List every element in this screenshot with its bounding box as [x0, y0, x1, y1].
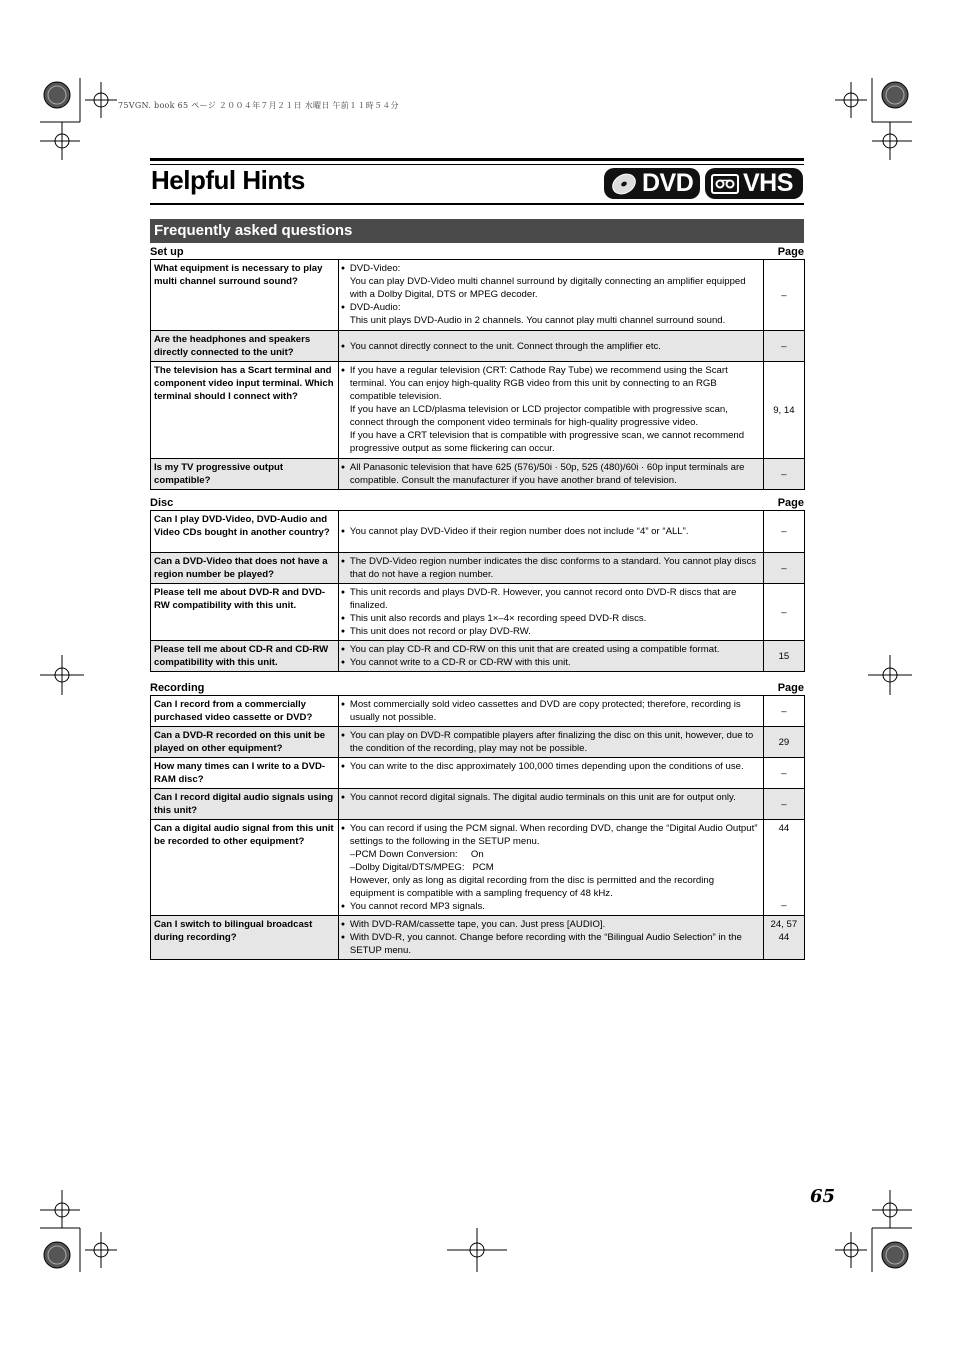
table-row — [151, 820, 805, 916]
answer-line: –Dolby Digital/DTS/MPEG: PCM — [349, 862, 494, 873]
answer — [338, 641, 763, 672]
question: Can I record from a commercially purchased video cassette or DVD? — [151, 696, 339, 727]
dvd-badge-label: DVD — [642, 169, 694, 197]
title-rule-top — [150, 158, 804, 161]
disc-heading: Disc — [150, 497, 174, 509]
question: Can a digital audio signal from this unit be recorded to other equipment? — [151, 820, 339, 916]
page-ref-line: – — [781, 900, 787, 911]
recording-page-label: Page — [777, 682, 804, 694]
table-row — [151, 916, 805, 960]
recording-heading: Recording — [150, 682, 205, 694]
answer — [338, 758, 763, 789]
answer-line: If you have an LCD/plasma television or LCD projector compatible with progressive scan, connect through the component video terminals for high-quality progressive video. — [349, 404, 728, 428]
answer — [338, 584, 763, 641]
page-ref: – — [763, 331, 804, 362]
page-ref — [763, 820, 804, 916]
answer — [338, 260, 763, 331]
page-ref: – — [763, 459, 804, 490]
vhs-badge — [705, 168, 803, 199]
answer-line: ● You cannot directly connect to the unit. Connect through the amplifier etc. — [341, 340, 760, 353]
question: Can a DVD-Video that does not have a region number be played? — [151, 553, 339, 584]
answer-line: ● You can play on DVD-R compatible players after finalizing the disc on this unit, however, due to the condition of the recording, play may not be possible. — [341, 729, 760, 755]
question: How many times can I write to a DVD-RAM disc? — [151, 758, 339, 789]
recording-table — [150, 695, 805, 960]
page-ref — [763, 916, 804, 960]
answer-line: You can play DVD-Video multi channel surround by digitally connecting an amplifier equipped with a Dolby Digital, DTS or MPEG decoder. — [349, 276, 746, 300]
table-row — [151, 641, 805, 672]
page-ref-line: 44 — [778, 932, 790, 943]
answer-line: ● DVD-Video: — [341, 262, 760, 275]
recording-heading-row — [150, 682, 804, 694]
answer-line: ● Most commercially sold video cassettes and DVD are copy protected; therefore, recording is usually not possible. — [341, 698, 760, 724]
answer-line: If you have a CRT television that is compatible with progressive scan, we cannot recommend progressive output as some flickering can occur. — [349, 430, 745, 454]
cassette-icon — [711, 173, 739, 195]
answer-line: However, only as long as digital recording from the disc is permitted and the recording equipment is compatible with a sampling frequency of 48 kHz. — [349, 875, 715, 899]
table-row — [151, 584, 805, 641]
answer-line: ● All Panasonic television that have 625 (576)/50i · 50p, 525 (480)/60i · 60p input terminals are compatible. Consult the manufacturer if you have another brand of television. — [341, 461, 760, 487]
question: Can I play DVD-Video, DVD-Audio and Video CDs bought in another country? — [151, 511, 339, 553]
disc-heading-row — [150, 497, 804, 509]
table-row — [151, 758, 805, 789]
table-row — [151, 362, 805, 459]
answer-line: ● If you have a regular television (CRT: Cathode Ray Tube) we recommend using the Scart terminal. You can enjoy high-quality RGB video from this unit by connecting to an RGB compatible television. — [341, 364, 760, 403]
disc-table — [150, 510, 805, 672]
setup-heading-row — [150, 246, 804, 258]
answer — [338, 362, 763, 459]
answer-line: ● You cannot record digital signals. The digital audio terminals on this unit are for output only. — [341, 791, 760, 804]
answer-line: ● This unit does not record or play DVD-RW. — [341, 625, 760, 638]
answer — [338, 820, 763, 916]
setup-table — [150, 259, 805, 490]
question: What equipment is necessary to play multi channel surround sound? — [151, 260, 339, 331]
answer — [338, 727, 763, 758]
section-heading: Frequently asked questions — [150, 219, 804, 243]
page-ref: – — [763, 260, 804, 331]
question: Can I record digital audio signals using this unit? — [151, 789, 339, 820]
page-ref-line: 24, 57 — [770, 919, 798, 930]
answer — [338, 696, 763, 727]
page-ref: 29 — [763, 727, 804, 758]
table-row — [151, 553, 805, 584]
print-header-note: 75VGN. book 65 ページ ２００４年７月２１日 水曜日 午前１１時５４分 — [118, 101, 399, 110]
answer-line: ● You cannot record MP3 signals. — [341, 900, 760, 913]
answer-line: ● With DVD-R, you cannot. Change before recording with the “Bilingual Audio Selection” in the SETUP menu. — [341, 931, 760, 957]
disc-page-label: Page — [777, 497, 804, 509]
question: Please tell me about CD-R and CD-RW compatibility with this unit. — [151, 641, 339, 672]
setup-heading: Set up — [150, 246, 184, 258]
page-ref: – — [763, 511, 804, 553]
page-ref: 15 — [763, 641, 804, 672]
table-row — [151, 696, 805, 727]
page-ref: 9, 14 — [763, 362, 804, 459]
question: Please tell me about DVD-R and DVD-RW compatibility with this unit. — [151, 584, 339, 641]
page-number: 65 — [810, 1186, 836, 1207]
answer — [338, 553, 763, 584]
table-row — [151, 727, 805, 758]
answer-line: ● DVD-Audio: — [341, 301, 760, 314]
answer-line: ● With DVD-RAM/cassette tape, you can. Just press [AUDIO]. — [341, 918, 760, 931]
page-ref: – — [763, 696, 804, 727]
answer-line: ● You can write to the disc approximately 100,000 times depending upon the conditions of use. — [341, 760, 760, 773]
answer — [338, 511, 763, 553]
answer-line: ● This unit records and plays DVD-R. However, you cannot record onto DVD-R discs that are finalized. — [341, 586, 760, 612]
answer-line: This unit plays DVD-Audio in 2 channels. You cannot play multi channel surround sound. — [349, 315, 726, 326]
page-ref: – — [763, 553, 804, 584]
answer-line: ● You cannot write to a CD-R or CD-RW with this unit. — [341, 656, 760, 669]
table-row — [151, 459, 805, 490]
answer — [338, 789, 763, 820]
answer-line: ● You can record if using the PCM signal. When recording DVD, change the “Digital Audio Output” settings to the following in the SETUP menu. — [341, 822, 760, 848]
answer-line: ● This unit also records and plays 1×–4× recording speed DVD-R discs. — [341, 612, 760, 625]
page-ref-line: 44 — [778, 823, 790, 834]
answer — [338, 916, 763, 960]
answer-line: –PCM Down Conversion: On — [349, 849, 484, 860]
question: Is my TV progressive output compatible? — [151, 459, 339, 490]
answer — [338, 331, 763, 362]
vhs-badge-label: VHS — [743, 169, 793, 197]
table-row — [151, 260, 805, 331]
table-row — [151, 789, 805, 820]
setup-page-label: Page — [777, 246, 804, 258]
page-title: Helpful Hints — [151, 165, 305, 195]
answer-line: ● You can play CD-R and CD-RW on this unit that are created using a compatible format. — [341, 643, 760, 656]
table-row — [151, 511, 805, 553]
answer — [338, 459, 763, 490]
title-rule-bottom — [150, 203, 804, 205]
page-ref: – — [763, 758, 804, 789]
page-ref: – — [763, 789, 804, 820]
question: The television has a Scart terminal and component video input terminal. Which terminal should I connect with? — [151, 362, 339, 459]
answer-line: ● The DVD-Video region number indicates the disc conforms to a standard. You cannot play discs that do not have a region number. — [341, 555, 760, 581]
disc-icon — [610, 170, 638, 198]
page-ref: – — [763, 584, 804, 641]
question: Can I switch to bilingual broadcast during recording? — [151, 916, 339, 960]
dvd-badge — [604, 168, 700, 199]
table-row — [151, 331, 805, 362]
question: Can a DVD-R recorded on this unit be played on other equipment? — [151, 727, 339, 758]
question: Are the headphones and speakers directly connected to the unit? — [151, 331, 339, 362]
answer-line: ● You cannot play DVD-Video if their region number does not include “4” or “ALL”. — [341, 525, 760, 538]
